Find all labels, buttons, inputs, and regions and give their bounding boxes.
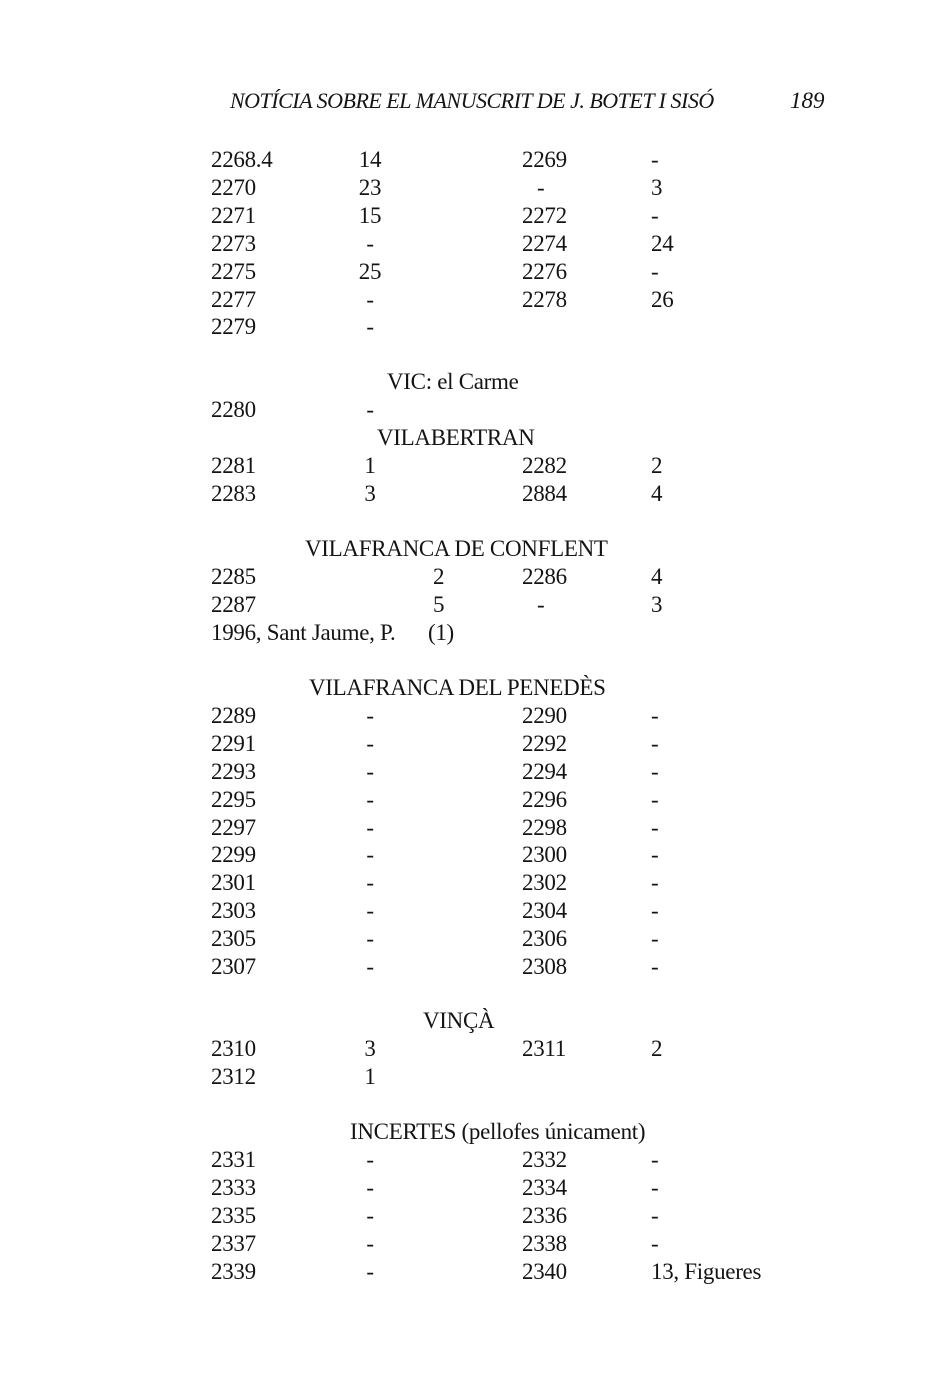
entry-number: 2333 xyxy=(211,1174,256,1200)
entry-number: 2268.4 xyxy=(211,147,273,172)
entry-value: 2 xyxy=(651,1035,663,1061)
entry-value: - xyxy=(651,147,659,172)
section-heading: INCERTES (pellofes únicament) xyxy=(350,1119,646,1144)
entry-number: 2293 xyxy=(211,758,256,784)
entry-number: 2303 xyxy=(211,898,256,924)
entry-number: 2283 xyxy=(211,480,256,506)
section-heading: VILAFRANCA DE CONFLENT xyxy=(305,536,608,561)
entry-value: - xyxy=(366,814,374,840)
entry-value: 14 xyxy=(358,147,382,172)
section-heading: VILABERTRAN xyxy=(377,425,535,450)
entry-number: 2273 xyxy=(211,230,256,256)
entry-number: 2332 xyxy=(522,1146,567,1172)
section-heading: VILAFRANCA DEL PENEDÈS xyxy=(309,675,606,700)
entry-value: - xyxy=(651,730,659,756)
entry-number: 2292 xyxy=(522,730,567,756)
entry-number: 2339 xyxy=(211,1258,256,1284)
entry-value: - xyxy=(366,730,374,756)
entry-number: 2308 xyxy=(522,954,567,979)
entry-number: 2331 xyxy=(211,1146,256,1172)
entry-number: 2287 xyxy=(211,591,256,617)
entry-value: - xyxy=(651,786,659,812)
entry-value: - xyxy=(366,1146,374,1172)
entry-value: 2 xyxy=(651,452,663,478)
entry-number: 2278 xyxy=(522,286,567,312)
page-number: 189 xyxy=(790,88,825,113)
entry-value: - xyxy=(651,1202,659,1228)
entry-number: 2311 xyxy=(522,1035,566,1061)
entry-number: 2270 xyxy=(211,174,256,200)
entry-number: 2276 xyxy=(522,258,567,284)
entry-value: - xyxy=(366,314,374,340)
entry-number: 2271 xyxy=(211,202,256,228)
entry-number: 2337 xyxy=(211,1230,256,1256)
entry-number: 2277 xyxy=(211,286,256,312)
entry-number: 2297 xyxy=(211,814,256,840)
entry-value: 4 xyxy=(651,563,663,589)
entry-number: 2310 xyxy=(211,1035,256,1061)
entry-value: - xyxy=(366,1230,374,1256)
entry-number: 2279 xyxy=(211,314,256,340)
entry-value: - xyxy=(366,898,374,924)
entry-value: - xyxy=(366,286,374,312)
entry-number: 2269 xyxy=(522,147,567,172)
entry-value: 3 xyxy=(651,174,663,200)
entry-value: - xyxy=(651,954,659,979)
entry-value: - xyxy=(651,1230,659,1256)
entry-value: - xyxy=(366,954,374,979)
entry-value: - xyxy=(366,1258,374,1284)
entry-value: - xyxy=(366,786,374,812)
entry-number: 2282 xyxy=(522,452,567,478)
entry-value: - xyxy=(366,870,374,896)
entry-number: 2300 xyxy=(522,842,567,868)
entry-value: - xyxy=(651,842,659,868)
entry-number: 2286 xyxy=(522,563,567,589)
entry-value: - xyxy=(366,702,374,728)
entry-number: 2296 xyxy=(522,786,567,812)
entry-number: 2295 xyxy=(211,786,256,812)
entry-number: 2884 xyxy=(522,480,567,506)
entry-number: 2301 xyxy=(211,870,256,896)
entry-number: 2298 xyxy=(522,814,567,840)
entry-value: 13, Figueres xyxy=(651,1258,762,1284)
section-heading: VINÇÀ xyxy=(423,1008,495,1033)
entry-value: - xyxy=(366,396,374,422)
entry-value: 3 xyxy=(651,591,663,617)
entry-value: - xyxy=(651,1174,659,1200)
entry-value: - xyxy=(366,842,374,868)
entry-value: - xyxy=(651,702,659,728)
entry-number: 2299 xyxy=(211,842,256,868)
entry-number: - xyxy=(537,174,545,200)
entry-number: 2275 xyxy=(211,258,256,284)
entry-number: 2338 xyxy=(522,1230,567,1256)
entry-number: 2285 xyxy=(211,563,256,589)
entry-number: 2335 xyxy=(211,1202,256,1228)
entry-number: 2289 xyxy=(211,702,256,728)
entry-value: - xyxy=(366,926,374,952)
entry-value: - xyxy=(651,202,659,228)
entry-value: 23 xyxy=(358,174,382,200)
entry-number: 2281 xyxy=(211,452,256,478)
entry-value: - xyxy=(366,1174,374,1200)
entry-value: - xyxy=(651,1146,659,1172)
entry-value: 3 xyxy=(364,1035,376,1061)
entry-value: - xyxy=(651,258,659,284)
entry-number: - xyxy=(537,591,545,617)
entry-value: 3 xyxy=(364,480,376,506)
entry-number: 2334 xyxy=(522,1174,567,1200)
page-header xyxy=(0,88,926,122)
entry-note: (1) xyxy=(428,619,454,645)
entry-value: - xyxy=(366,230,374,256)
entry-number: 2294 xyxy=(522,758,567,784)
entry-number: 2304 xyxy=(522,898,567,924)
entry-number: 2272 xyxy=(522,202,567,228)
entry-value: 4 xyxy=(651,480,663,506)
entry-value: 25 xyxy=(358,258,382,284)
running-title: NOTÍCIA SOBRE EL MANUSCRIT DE J. BOTET I SISÓ xyxy=(230,88,714,113)
entry-number: 2340 xyxy=(522,1258,567,1284)
entry-value: 26 xyxy=(651,286,674,312)
entry-value: - xyxy=(651,926,659,952)
entry-value: - xyxy=(366,758,374,784)
section-heading: VIC: el Carme xyxy=(387,369,519,394)
entry-number: 2305 xyxy=(211,926,256,952)
entry-value: - xyxy=(651,898,659,924)
entry-number: 2302 xyxy=(522,870,567,896)
entry-value: - xyxy=(366,1202,374,1228)
entry-value: 1 xyxy=(364,1063,376,1089)
entry-number: 2306 xyxy=(522,926,567,952)
entry-number: 2274 xyxy=(522,230,567,256)
entry-value: 5 xyxy=(433,591,445,617)
entry-number: 2312 xyxy=(211,1063,256,1089)
entry-number: 2290 xyxy=(522,702,567,728)
entry-number: 2291 xyxy=(211,730,256,756)
entry-value: - xyxy=(651,814,659,840)
entry-value: - xyxy=(651,870,659,896)
entry-number: 2307 xyxy=(211,954,256,979)
entry-number: 2280 xyxy=(211,396,256,422)
entry-note: 1996, Sant Jaume, P. xyxy=(211,619,396,645)
entry-value: 1 xyxy=(364,452,376,478)
entry-value: 15 xyxy=(358,202,382,228)
entry-value: 2 xyxy=(433,563,445,589)
entry-value: - xyxy=(651,758,659,784)
entry-value: 24 xyxy=(651,230,674,256)
entry-number: 2336 xyxy=(522,1202,567,1228)
